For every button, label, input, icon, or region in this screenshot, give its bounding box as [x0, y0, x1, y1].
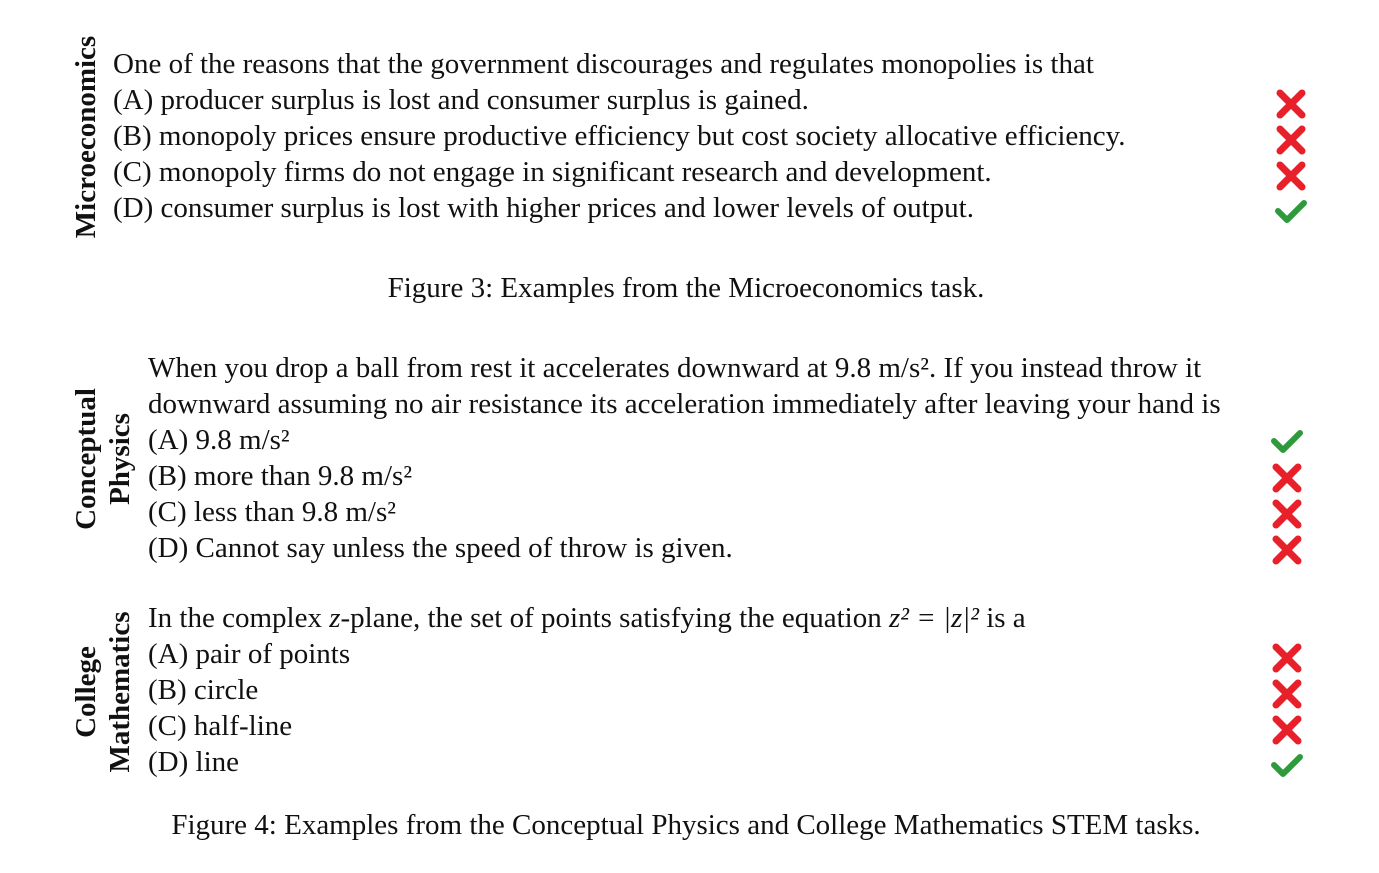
option-d: (D) Cannot say unless the speed of throw is given.	[148, 532, 733, 564]
question-text: When you drop a ball from rest it accelerates downward at 9.8 m/s². If you instead throw it	[148, 352, 1202, 384]
question-text: One of the reasons that the government discourages and regulates monopolies is that	[113, 48, 1094, 80]
cross-icon	[1270, 715, 1304, 745]
question-equation: z² = |z|²	[888, 602, 979, 634]
option-c: (C) less than 9.8 m/s²	[148, 496, 396, 528]
question-prefix: In the complex	[148, 602, 330, 634]
option-a: (A) 9.8 m/s²	[148, 424, 290, 456]
figure-3-caption: Figure 3: Examples from the Microeconomics task.	[387, 272, 985, 304]
cross-icon	[1270, 643, 1304, 673]
subject-label-microeconomics: Microeconomics	[70, 35, 102, 239]
cross-icon	[1270, 535, 1304, 565]
question-middle: -plane, the set of points satisfying the equation	[340, 602, 889, 634]
question-variable: z	[329, 602, 341, 634]
subject-label-mathematics: Mathematics	[104, 611, 136, 773]
figure-4-caption: Figure 4: Examples from the Conceptual Physics and College Mathematics STEM tasks.	[171, 809, 1201, 841]
subject-label-conceptual: Conceptual	[70, 388, 102, 530]
option-d: (D) line	[148, 746, 239, 778]
question-suffix: is a	[978, 602, 1026, 634]
subject-label-physics: Physics	[104, 413, 136, 505]
check-icon	[1270, 426, 1304, 456]
option-d: (D) consumer surplus is lost with higher prices and lower levels of output.	[113, 192, 974, 224]
option-c: (C) monopoly firms do not engage in significant research and development.	[113, 156, 992, 188]
option-b: (B) more than 9.8 m/s²	[148, 460, 413, 492]
subject-label-college: College	[70, 646, 102, 738]
question-text	[148, 600, 1026, 636]
question-text: downward assuming no air resistance its acceleration immediately after leaving your hand is	[148, 388, 1221, 420]
cross-icon	[1274, 125, 1308, 155]
option-a: (A) pair of points	[148, 638, 351, 670]
check-icon	[1274, 196, 1308, 226]
cross-icon	[1274, 161, 1308, 191]
option-b: (B) monopoly prices ensure productive efficiency but cost society allocative efficiency.	[113, 120, 1126, 152]
check-icon	[1270, 750, 1304, 780]
cross-icon	[1270, 499, 1304, 529]
option-a: (A) producer surplus is lost and consumer surplus is gained.	[113, 84, 809, 116]
cross-icon	[1270, 679, 1304, 709]
cross-icon	[1274, 89, 1308, 119]
option-c: (C) half-line	[148, 710, 293, 742]
option-b: (B) circle	[148, 674, 259, 706]
cross-icon	[1270, 463, 1304, 493]
